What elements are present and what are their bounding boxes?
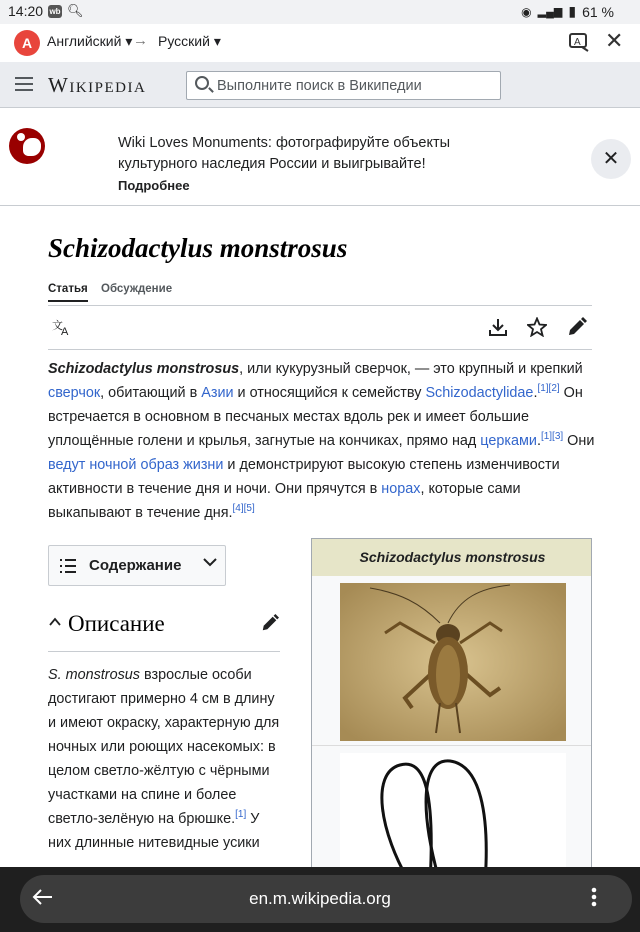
cricket-photo[interactable] [340, 583, 566, 741]
translate-bar [0, 24, 640, 62]
intro-text: , обитающий в [100, 385, 202, 401]
status-bar [0, 0, 640, 24]
menu-icon[interactable] [15, 77, 33, 91]
list-icon [60, 559, 76, 573]
signal-icon: ▂▄▆ [537, 6, 563, 18]
link-schizodactylidae[interactable]: Schizodactylidae [425, 385, 534, 401]
status-time: 14:20 [8, 3, 44, 19]
wifi-icon: ◉ [521, 4, 532, 19]
tab-talk[interactable]: Обсуждение [101, 283, 173, 295]
link-asia[interactable]: Азии [201, 385, 234, 401]
infobox-drawing-cell [312, 747, 592, 878]
banner-more-link[interactable]: Подробнее [118, 178, 190, 193]
reference-1[interactable]: [1] [235, 809, 247, 821]
link-nocturnal[interactable]: ведут ночной образ жизни [48, 457, 224, 473]
edit-icon[interactable] [261, 614, 279, 637]
svg-text:A: A [61, 326, 69, 337]
reference-4-5[interactable]: [4][5] [232, 503, 255, 515]
wordmark-text: Wikipedia [48, 73, 147, 97]
campaign-banner [0, 108, 640, 206]
section-heading-description[interactable] [48, 610, 280, 652]
description-paragraph [48, 663, 280, 855]
edit-icon[interactable] [567, 317, 587, 342]
page-title: Schizodactylus monstrosus [48, 233, 348, 263]
section-title: Описание [68, 611, 165, 636]
infobox [311, 538, 592, 878]
browser-bottom-bar [0, 867, 640, 932]
wb-app-icon: wb [49, 7, 61, 16]
search-box[interactable] [186, 71, 501, 100]
star-icon[interactable] [527, 317, 547, 342]
banner-text: Wiki Loves Monuments: фотографируйте объекты культурного наследия России и выигрывайте! [118, 135, 451, 172]
toc-label: Содержание [89, 557, 182, 574]
intro-text: и относящийся к семейству [233, 385, 426, 401]
intro-text: . [536, 433, 541, 449]
banner-close-button[interactable] [591, 139, 631, 179]
link-cricket[interactable]: сверчок [48, 385, 101, 401]
target-language-select[interactable]: Русский ▾ [158, 33, 221, 49]
page-actions-toolbar [48, 306, 592, 350]
species-name: S. monstrosus [48, 667, 140, 683]
intro-text: Он встречается в основном в песчаных местах вдоль рек и имеет большие уплощённые голени и крылья, загнутые на кончиках, прямо над [48, 385, 583, 449]
wiki-header [0, 62, 640, 108]
intro-text: . [533, 385, 538, 401]
svg-text:A: A [574, 37, 581, 48]
source-language-select[interactable]: Английский ▾ [47, 33, 133, 49]
cricket-drawing[interactable] [340, 753, 566, 878]
more-vert-icon[interactable] [590, 886, 598, 914]
description-text: У них длинные нитевидные усики [48, 811, 260, 851]
reference-1-3[interactable]: [1][3] [540, 431, 564, 443]
search-icon [195, 76, 209, 90]
intro-bold-name: Schizodactylus monstrosus [48, 361, 240, 377]
wiki-loves-monuments-logo [9, 128, 45, 164]
translate-options-icon[interactable] [568, 31, 590, 59]
url-text[interactable]: en.m.wikipedia.org [249, 889, 391, 908]
tab-article[interactable]: Статья [48, 283, 88, 302]
svg-text:文: 文 [52, 320, 63, 332]
wikipedia-wordmark[interactable] [48, 73, 146, 98]
reference-1-2[interactable]: [1][2] [537, 383, 560, 395]
download-icon[interactable] [488, 317, 508, 342]
address-bar[interactable] [20, 875, 632, 923]
arrow-right-icon: → [133, 32, 148, 49]
article-tabs [48, 282, 592, 306]
intro-text: и демонстрируют высокую степень изменчивости активности в течение дня и ночи. Они прячутся в [48, 457, 560, 497]
language-icon[interactable] [52, 317, 72, 342]
battery-level: 61 % [582, 3, 614, 20]
search-input[interactable] [217, 76, 495, 96]
infobox-caption: Schizodactylus monstrosus [312, 539, 592, 576]
link-cerci[interactable]: церками [480, 433, 537, 449]
intro-paragraph [48, 357, 596, 525]
close-icon[interactable]: ✕ [605, 28, 624, 53]
battery-icon: ▮ [568, 3, 577, 19]
intro-text: , или кукурузный сверчок, — это крупный и крепкий [239, 361, 583, 377]
link-burrows[interactable]: норах [381, 481, 421, 497]
infobox-image-cell [312, 576, 592, 746]
description-text: взрослые особи достигают примерно 4 см в длину и имеют окраску, характерную для ночных или роющих насекомых: в целом светло-жёлтую с чёрными участками на спине и более светло-зелёную на брюшке. [48, 667, 280, 827]
toc-button[interactable] [48, 545, 226, 586]
search-icon: 🔍︎ [67, 3, 84, 18]
intro-text: , которые сами выкапывают в течение дня. [48, 481, 521, 521]
status-right [521, 3, 614, 20]
intro-text: Они [563, 433, 595, 449]
close-icon: ✕ [602, 148, 620, 170]
chevron-down-icon [202, 554, 218, 574]
chevron-up-icon [48, 615, 62, 634]
translate-icon[interactable]: A [14, 30, 40, 56]
